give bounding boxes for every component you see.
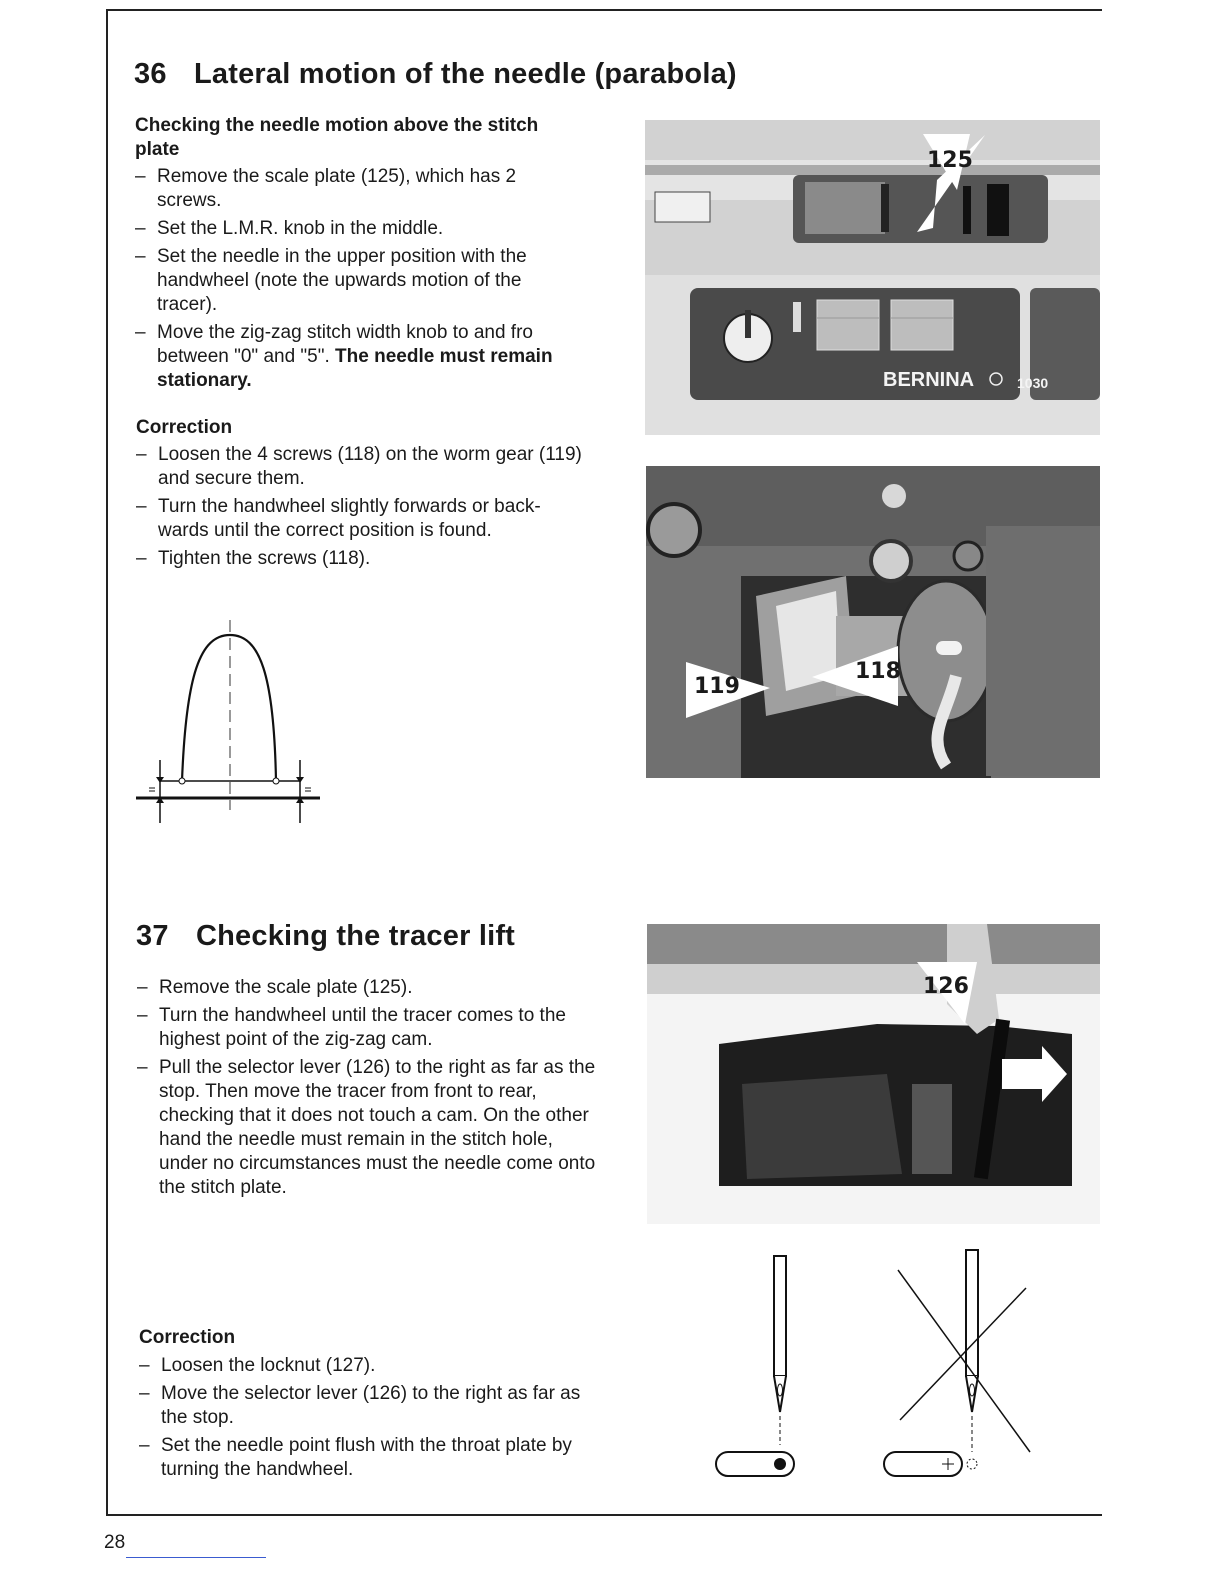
- page-number: 28: [104, 1532, 126, 1553]
- needle-correct: [716, 1256, 794, 1476]
- check-steps-list: [135, 165, 585, 397]
- needle-incorrect: [884, 1250, 1030, 1476]
- list-item: – Move the selector lever (126) to the right as far as the stop.: [139, 1383, 581, 1428]
- brand-label: BERNINA: [883, 369, 975, 391]
- list-item: – Remove the scale plate (125), which has 2 screws.: [135, 166, 517, 211]
- section-36-number: 36: [134, 58, 167, 90]
- list-item: – Tighten the screws (118).: [136, 548, 371, 569]
- correction-heading-36: Correction: [136, 417, 233, 438]
- tracer-steps-list: [137, 976, 597, 1204]
- check-heading: Checking the needle motion above the stitch plate: [135, 115, 539, 160]
- section-37-heading: [136, 920, 515, 953]
- list-item: – Turn the handwheel slightly forwards or back-wards until the correct position is found.: [136, 496, 541, 541]
- section-37-title: Checking the tracer lift: [196, 920, 516, 952]
- cross-mark-line: [900, 1288, 1026, 1420]
- list-item: – Turn the handwheel until the tracer comes to the highest point of the zig-zag cam.: [137, 1005, 566, 1050]
- model-label: 1030: [1017, 375, 1049, 391]
- photo-worm-gear: [646, 466, 1100, 778]
- list-item: – Remove the scale plate (125).: [137, 977, 413, 998]
- list-item: – Pull the selector lever (126) to the right as far as the stop. Then move the tracer from front to rear, checking that it does not touch a cam. On the other hand the needle must remain in the stitch hole, under no circumstances must the needle come onto the stitch plate.: [137, 1057, 596, 1198]
- list-item: – Move the zig-zag stitch width knob to and fro between "0" and "5". The needle must remain stationary.: [135, 322, 553, 391]
- callout-118: 118: [855, 659, 901, 684]
- parabola-diagram: [130, 615, 330, 830]
- correction-steps-36: [136, 443, 586, 575]
- correction-heading-37: Correction: [139, 1327, 236, 1348]
- cross-mark-line: [898, 1270, 1030, 1452]
- list-item: – Set the needle in the upper position with the handwheel (note the upwards motion of the tracer).: [135, 246, 527, 315]
- section-37-number: 37: [136, 920, 169, 952]
- list-item: – Loosen the locknut (127).: [139, 1355, 376, 1376]
- callout-126: 126: [923, 974, 969, 999]
- list-item: – Set the L.M.R. knob in the middle.: [135, 218, 444, 239]
- section-36-title: Lateral motion of the needle (parabola): [194, 58, 737, 90]
- section-36-heading: [134, 58, 737, 91]
- list-item: – Loosen the 4 screws (118) on the worm gear (119) and secure them.: [136, 444, 582, 489]
- photo-scale-plate: [645, 120, 1100, 435]
- needle-diagram: [700, 1240, 1060, 1490]
- warning-text: The needle must remain stationary.: [157, 346, 553, 391]
- photo-selector-lever: [647, 924, 1100, 1224]
- correction-steps-37: [139, 1354, 589, 1486]
- callout-119: 119: [694, 674, 740, 699]
- list-item: – Set the needle point flush with the throat plate by turning the handwheel.: [139, 1435, 572, 1480]
- callout-125: 125: [927, 148, 973, 173]
- page-link-underline: [126, 1557, 266, 1558]
